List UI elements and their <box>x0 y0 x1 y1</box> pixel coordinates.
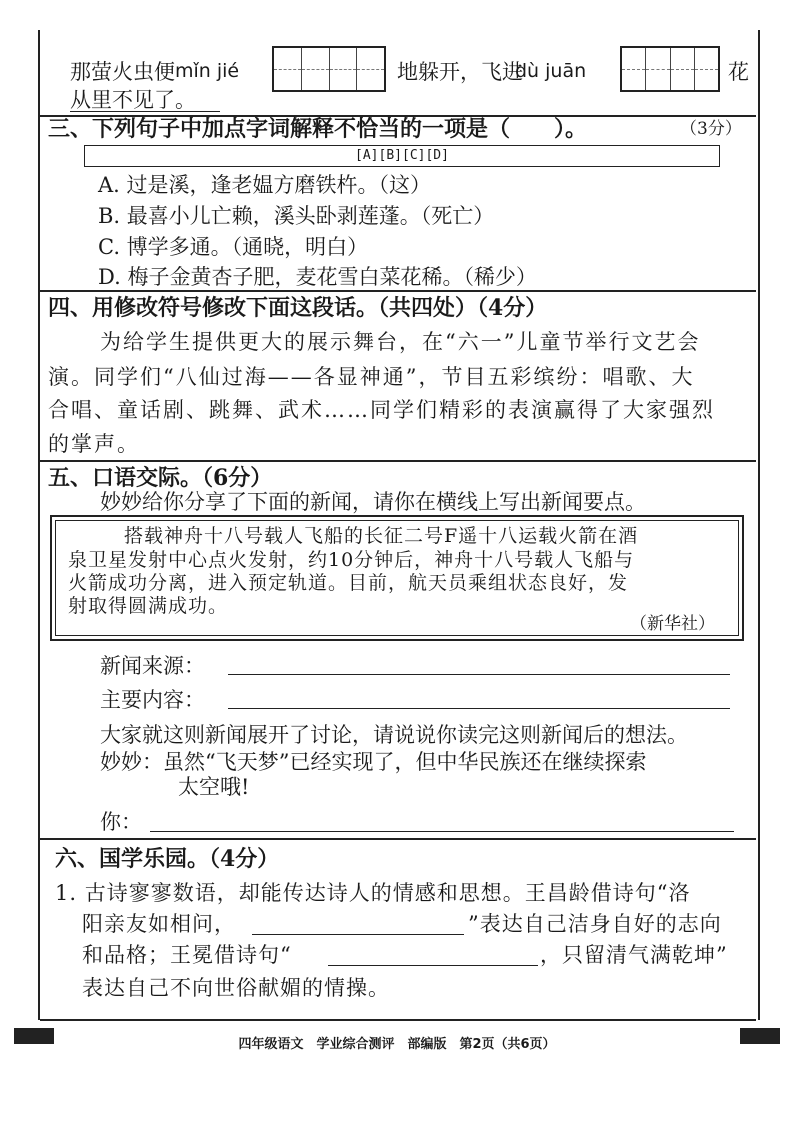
label-you: 你： <box>100 810 142 834</box>
sec6-line-2b: ”表达自己洁身自好的志向 <box>468 912 722 936</box>
sec6-line-3b: ，只留清气满乾坤” <box>540 943 728 967</box>
answer-grid-1[interactable] <box>272 46 386 92</box>
sec3-score: （3分） <box>680 119 742 139</box>
answer-grid-2[interactable] <box>620 46 720 92</box>
label-main-content: 主要内容： <box>100 688 205 712</box>
answer-line-content[interactable] <box>228 708 730 709</box>
answer-line-poem-2[interactable] <box>328 965 538 966</box>
divider <box>40 1019 756 1021</box>
news-line-4: 射取得圆满成功。 <box>68 595 229 617</box>
divider <box>40 290 756 292</box>
sec5-intro: 妙妙给你分享了下面的新闻，请你在横线上写出新闻要点。 <box>100 490 646 514</box>
sec4-para-3: 合唱、童话剧、跳舞、武术……同学们精彩的表演赢得了大家强烈 <box>48 398 715 422</box>
answer-line-you[interactable] <box>150 831 734 832</box>
pinyin-2: dù juān <box>515 60 587 82</box>
sec4-para-2: 演。同学们“八仙过海——各显神通”，节目五彩缤纷：唱歌、大 <box>48 365 695 389</box>
sec3-option-d: D. 梅子金黄杏子肥，麦花雪白菜花稀。（稀少） <box>98 265 537 289</box>
top-line-1c: 花 <box>728 60 749 84</box>
pinyin-1: mǐn jié <box>175 60 240 82</box>
sec6-line-1: 1. 古诗寥寥数语，却能传达诗人的情感和思想。王昌龄借诗句“洛 <box>55 881 691 905</box>
page-footer: 四年级语文 学业综合测评 部编版 第2页（共6页） <box>238 1037 556 1052</box>
divider <box>40 460 756 462</box>
answer-line-source[interactable] <box>228 674 730 675</box>
answer-choice-bar[interactable]: [A][B][C][D] <box>84 145 720 167</box>
news-line-3: 火箭成功分离，进入预定轨道。目前，航天员乘组状态良好，发 <box>68 572 629 594</box>
sec3-option-a: A. 过是溪，逢老媪方磨铁杵。（这） <box>98 173 432 197</box>
sec6-line-2a: 阳亲友如相问， <box>82 912 236 936</box>
sec4-para-1: 为给学生提供更大的展示舞台，在“六一”儿童节举行文艺会 <box>100 330 701 354</box>
top-line-underline <box>70 111 220 112</box>
top-line-1b: 地躲开，飞进 <box>397 60 523 84</box>
sec5-miaomiao-1: 妙妙：虽然“飞天梦”已经实现了，但中华民族还在继续探索 <box>100 750 647 774</box>
sec3-option-b: B. 最喜小儿亡赖，溪头卧剥莲蓬。（死亡） <box>98 204 495 228</box>
answer-line-poem-1[interactable] <box>252 934 464 935</box>
label-news-source: 新闻来源： <box>100 654 205 678</box>
top-line-1a: 那萤火虫便 <box>70 60 175 84</box>
sec5-miaomiao-2: 太空哦! <box>178 775 250 799</box>
news-source-tag: （新华社） <box>630 614 715 634</box>
sec4-title: 四、用修改符号修改下面这段话。（共四处）（4分） <box>48 295 548 321</box>
news-line-2: 泉卫星发射中心点火发射，约10分钟后，神舟十八号载人飞船与 <box>68 549 635 571</box>
sec6-line-3a: 和品格；王冕借诗句“ <box>82 943 292 967</box>
sec5-discuss: 大家就这则新闻展开了讨论，请说说你读完这则新闻后的想法。 <box>100 723 688 747</box>
sec6-line-4: 表达自己不向世俗献媚的情操。 <box>82 976 390 1000</box>
top-line-2: 从里不见了。 <box>70 88 196 112</box>
sec6-title: 六、国学乐园。（4分） <box>55 846 280 872</box>
news-line-1: 搭载神舟十八号载人飞船的长征二号F遥十八运载火箭在酒 <box>124 525 639 547</box>
sec3-option-c: C. 博学多通。（通晓，明白） <box>98 235 369 259</box>
sec3-title: 三、下列句子中加点字词解释不恰当的一项是（ ）。 <box>48 116 588 142</box>
sec5-title: 五、口语交际。（6分） <box>48 465 273 491</box>
sec4-para-4: 的掌声。 <box>48 432 140 456</box>
divider <box>40 838 756 840</box>
